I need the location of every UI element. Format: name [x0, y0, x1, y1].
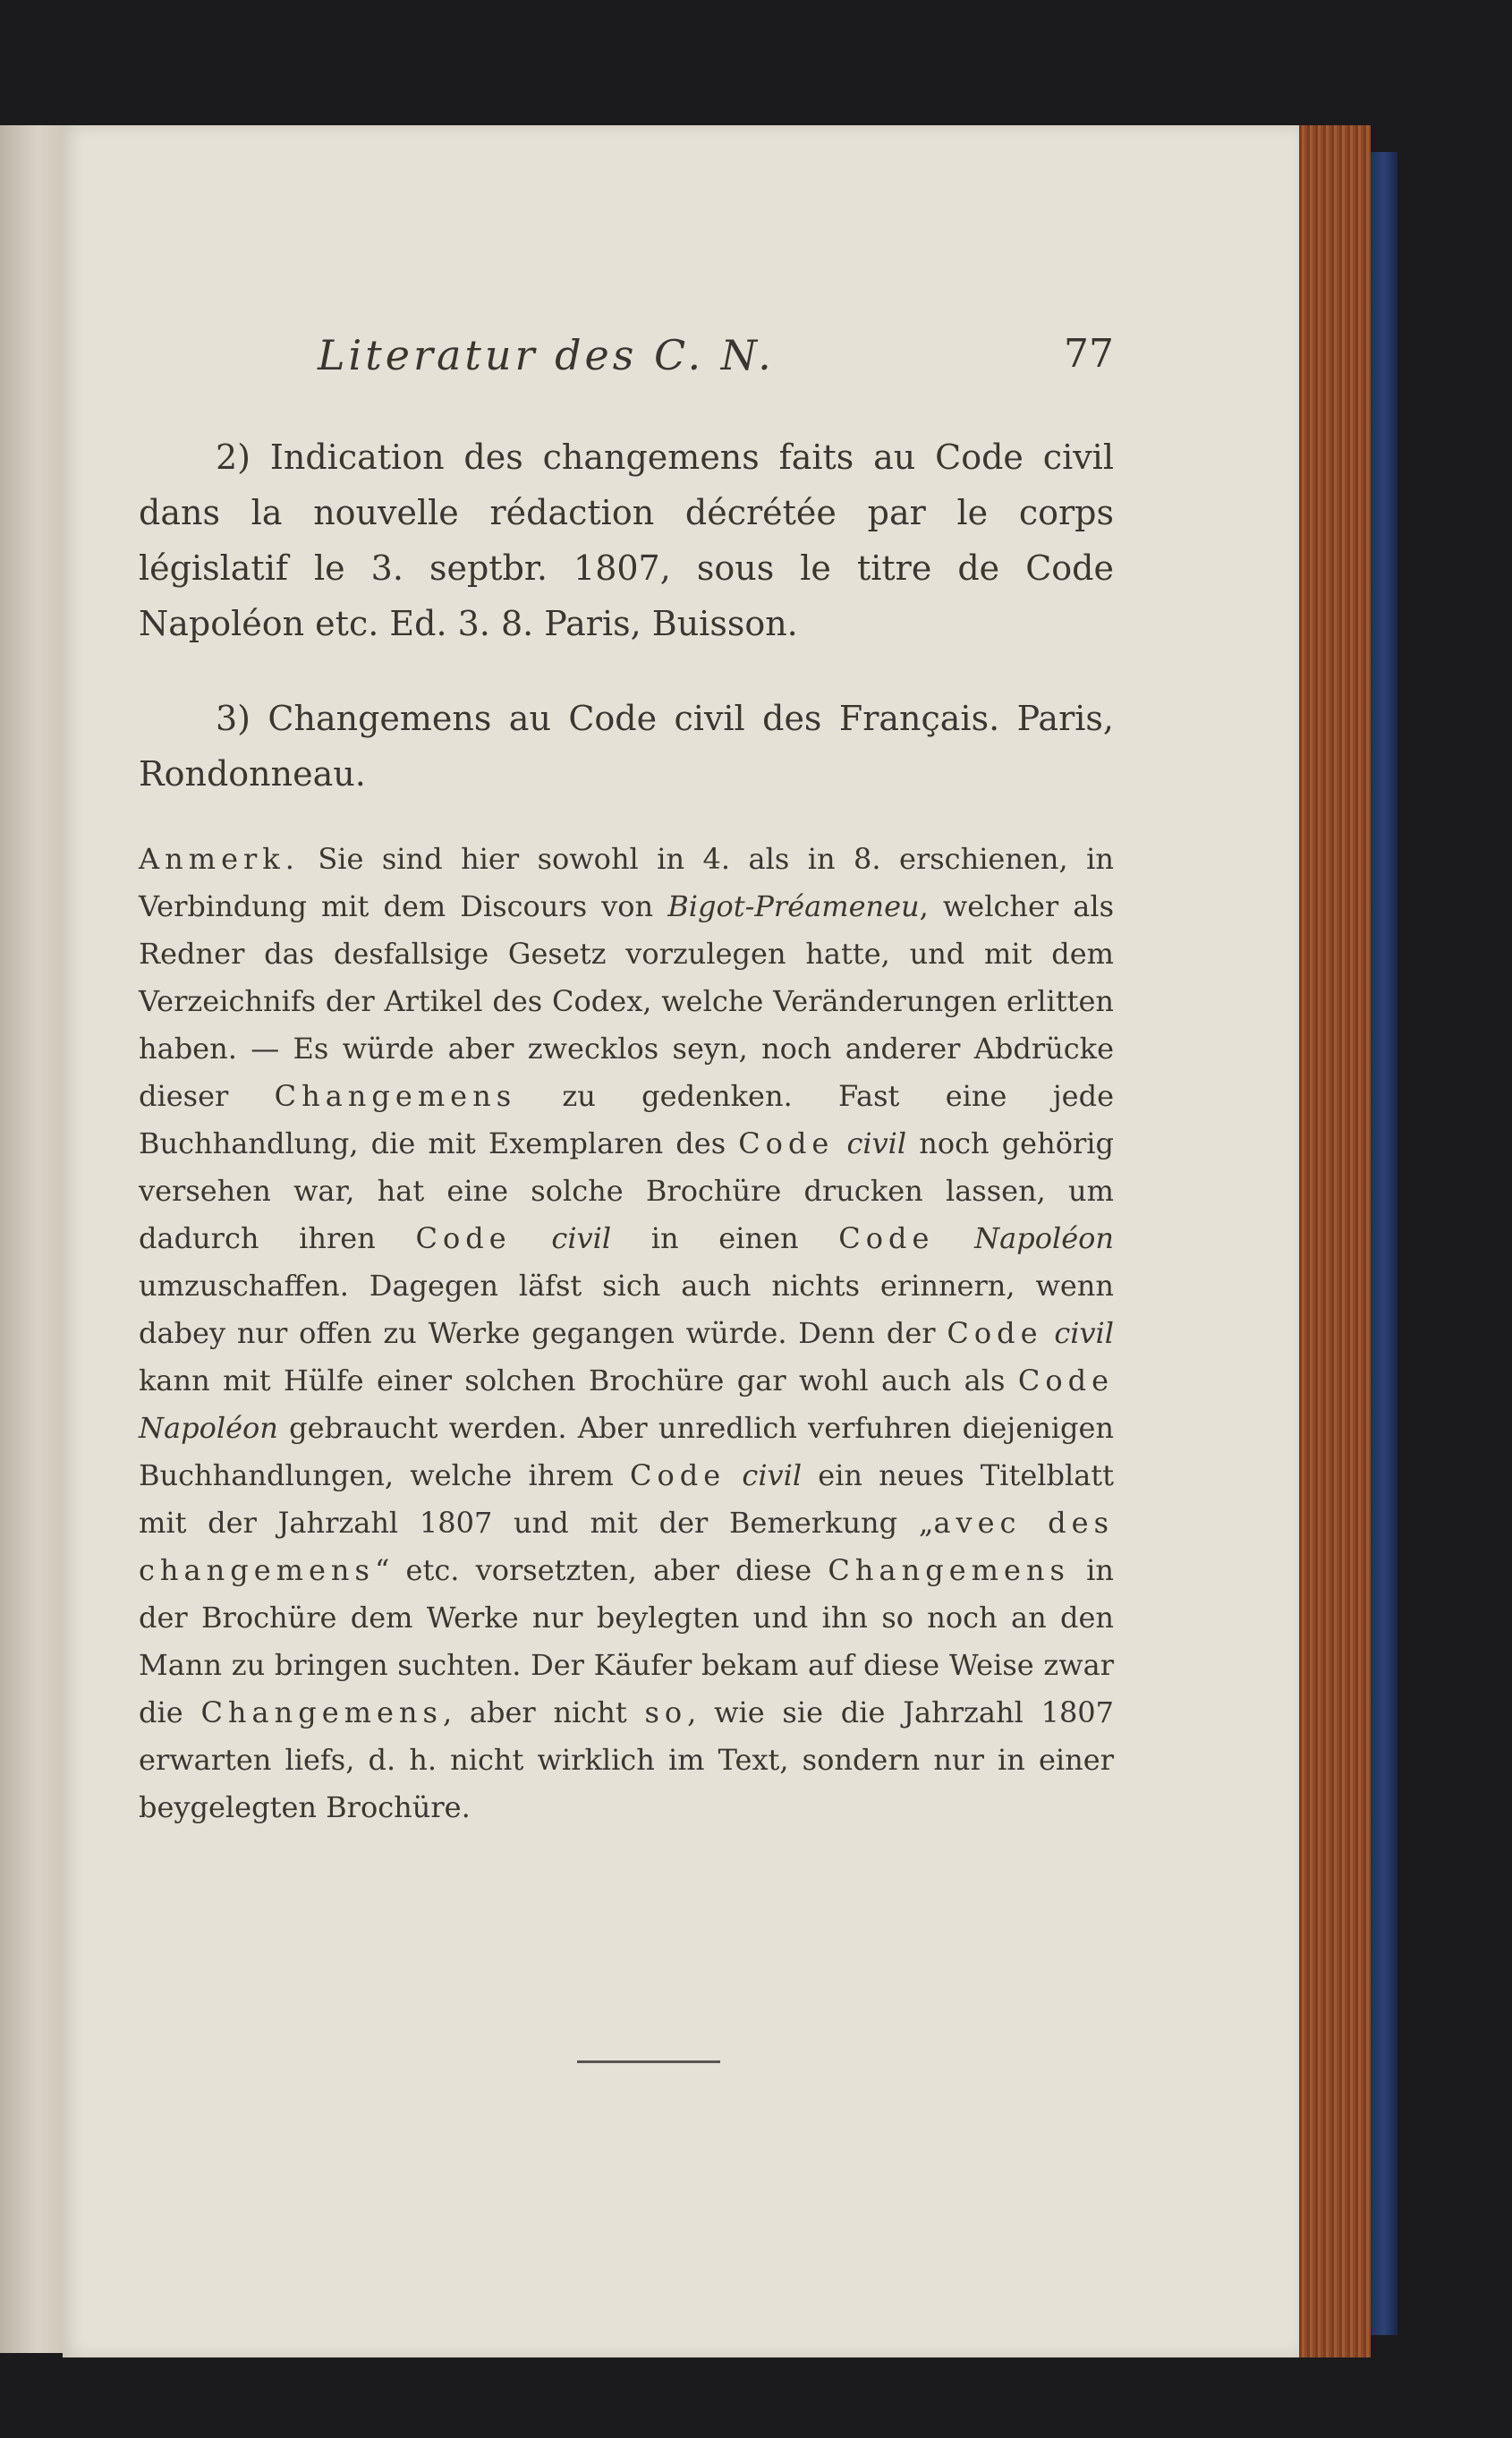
- note-text: ein neues Titelblatt mit der Jahrzahl 1807 und mit der Bemerkung „: [139, 1458, 1115, 1540]
- bibliography-entry-3: 3) Changemens au Code civil des Français. Paris, Rondonneau.: [139, 699, 1114, 794]
- note-text: kann mit Hülfe einer solchen Brochüre gar wohl auch als: [139, 1363, 1018, 1397]
- note-text: , welcher als Redner das desfallsige Gesetz vorzulegen hatte, und mit dem Verzeichnifs der Artikel des Codex, welche Veränderungen erlitten haben. — Es würde aber zwecklos seyn, noch anderer Abdrücke dieser: [139, 889, 1115, 1113]
- note-text: [834, 1126, 846, 1160]
- note-text: [512, 1221, 552, 1255]
- note-italic: Napoléon: [139, 1411, 278, 1445]
- note-spaced: Code: [947, 1316, 1043, 1350]
- note-spaced: Code: [415, 1221, 512, 1255]
- note-text: noch gehörig versehen war, hat eine solche Brochüre drucken lassen, um dadurch ihren: [139, 1126, 1115, 1255]
- note-italic: civil: [742, 1458, 803, 1492]
- note-spaced: Changemens: [828, 1553, 1070, 1587]
- page-content: [139, 331, 1114, 1860]
- page-fore-edge: [1299, 125, 1371, 2357]
- page-header: [139, 331, 1114, 394]
- note-italic: Bigot-Préameneu: [667, 889, 920, 923]
- note-text: [1043, 1316, 1055, 1350]
- note-text: umzuschaffen. Dagegen läfst sich auch nichts erinnern, wenn dabey nur offen zu Werke gegangen würde. Denn der: [139, 1269, 1114, 1350]
- note-spaced: avec des changemens: [139, 1506, 1115, 1587]
- closing-rule: [577, 2060, 720, 2063]
- note-spaced: so: [644, 1695, 688, 1729]
- page-number: 77: [1064, 331, 1114, 377]
- note-spaced: Changemens: [274, 1079, 517, 1113]
- note-text: Sie sind hier sowohl in 4. als in 8. erschienen, in Verbindung mit dem Discours von: [139, 842, 1114, 923]
- note-text: zu gedenken. Fast eine jede Buchhandlung, die mit Exemplaren des: [139, 1079, 1115, 1160]
- note-spaced: Code: [1017, 1363, 1114, 1397]
- note-text: , wie sie die Jahrzahl 1807 erwarten liefs, d. h. nicht wirklich im Text, sondern nur in einer beygelegten Brochüre.: [139, 1695, 1115, 1824]
- note-text: gebraucht werden. Aber unredlich verfuhren diejenigen Buchhandlungen, welche ihrem: [139, 1411, 1114, 1492]
- note-italic: civil: [551, 1221, 612, 1255]
- note-italic: civil: [1054, 1316, 1115, 1350]
- bibliography-entry-2: 2) Indication des changemens faits au Code civil dans la nouvelle rédaction décrétée par le corps législatif le 3. septbr. 1807, sous le titre de Code Napoléon etc. Ed. 3. 8. Paris, Buisson.: [139, 437, 1114, 643]
- note-text: [934, 1221, 974, 1255]
- note-italic: civil: [846, 1126, 907, 1160]
- note-italic: Napoléon: [974, 1221, 1115, 1255]
- note-label: Anmerk.: [139, 842, 300, 876]
- note-text: in der Brochüre dem Werke nur beylegten und ihn so noch an den Mann zu bringen suchten. Der Käufer bekam auf diese Weise zwar die: [139, 1553, 1115, 1729]
- book-cover-edge: [1371, 152, 1397, 2335]
- note-spaced: Code: [838, 1221, 935, 1255]
- note-text: [726, 1458, 742, 1492]
- annotation-paragraph: [139, 836, 1114, 1831]
- note-spaced: Code: [738, 1126, 835, 1160]
- note-spaced: Code: [630, 1458, 726, 1492]
- note-text: “ etc. vorsetzten, aber diese: [374, 1553, 828, 1587]
- note-text: , aber nicht: [442, 1695, 645, 1729]
- running-head: Literatur des C. N.: [318, 331, 775, 379]
- left-page-edge: [0, 125, 63, 2353]
- note-text: in einen: [611, 1221, 839, 1255]
- note-spaced: Changemens: [200, 1695, 443, 1729]
